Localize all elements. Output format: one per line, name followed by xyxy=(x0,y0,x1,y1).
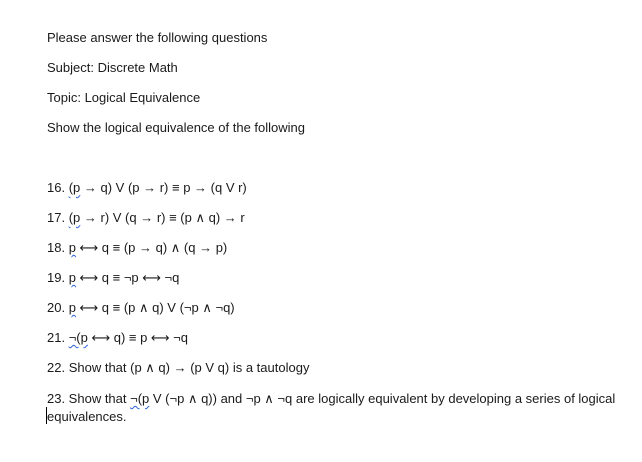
text-cursor xyxy=(46,407,47,424)
spellcheck-flag: p xyxy=(68,270,76,285)
question-21 xyxy=(47,330,188,346)
question-text: ⟷ q ≡ (p → q) ∧ (q → p) xyxy=(75,240,228,255)
question-text: Show that (p ∧ q) → (p V q) is a tautology xyxy=(68,360,310,375)
spellcheck-flag: (p xyxy=(68,210,81,225)
spellcheck-flag: ¬(p xyxy=(130,391,150,406)
question-number: 21. xyxy=(47,330,66,345)
question-number: 19. xyxy=(47,270,66,285)
question-19 xyxy=(47,270,179,286)
question-number: 20. xyxy=(47,300,66,315)
question-text: ⟷ q ≡ (p ∧ q) V (¬p ∧ ¬q) xyxy=(75,300,235,315)
question-23 xyxy=(47,390,632,426)
spellcheck-flag: ¬(p xyxy=(68,330,88,345)
question-text: ⟷ q ≡ ¬p ⟷ ¬q xyxy=(75,270,180,285)
spellcheck-flag: p xyxy=(68,240,76,255)
spellcheck-flag: p xyxy=(68,300,76,315)
topic-line: Topic: Logical Equivalence xyxy=(47,90,201,105)
question-22 xyxy=(47,360,309,376)
question-text: → q) V (p → r) ≡ p → (q V r) xyxy=(80,180,247,195)
subject-line: Subject: Discrete Math xyxy=(47,60,178,75)
question-number: 22. xyxy=(47,360,66,375)
question-text: V (¬p ∧ q)) and ¬p ∧ ¬q are logically equivalent by developing a series of logical equivalences. xyxy=(47,391,616,424)
question-16 xyxy=(47,180,247,196)
question-text: 23. Show that xyxy=(47,391,131,406)
instruction-line: Please answer the following questions xyxy=(47,30,268,45)
spellcheck-flag: (p xyxy=(68,180,81,195)
question-17 xyxy=(47,210,245,226)
question-number: 18. xyxy=(47,240,66,255)
question-number: 16. xyxy=(47,180,66,195)
question-text: ⟷ q) ≡ p ⟷ ¬q xyxy=(87,330,188,345)
question-text: → r) V (q → r) ≡ (p ∧ q) → r xyxy=(80,210,245,225)
question-18 xyxy=(47,240,227,256)
question-number: 17. xyxy=(47,210,66,225)
question-20 xyxy=(47,300,235,316)
task-line: Show the logical equivalence of the following xyxy=(47,120,306,135)
